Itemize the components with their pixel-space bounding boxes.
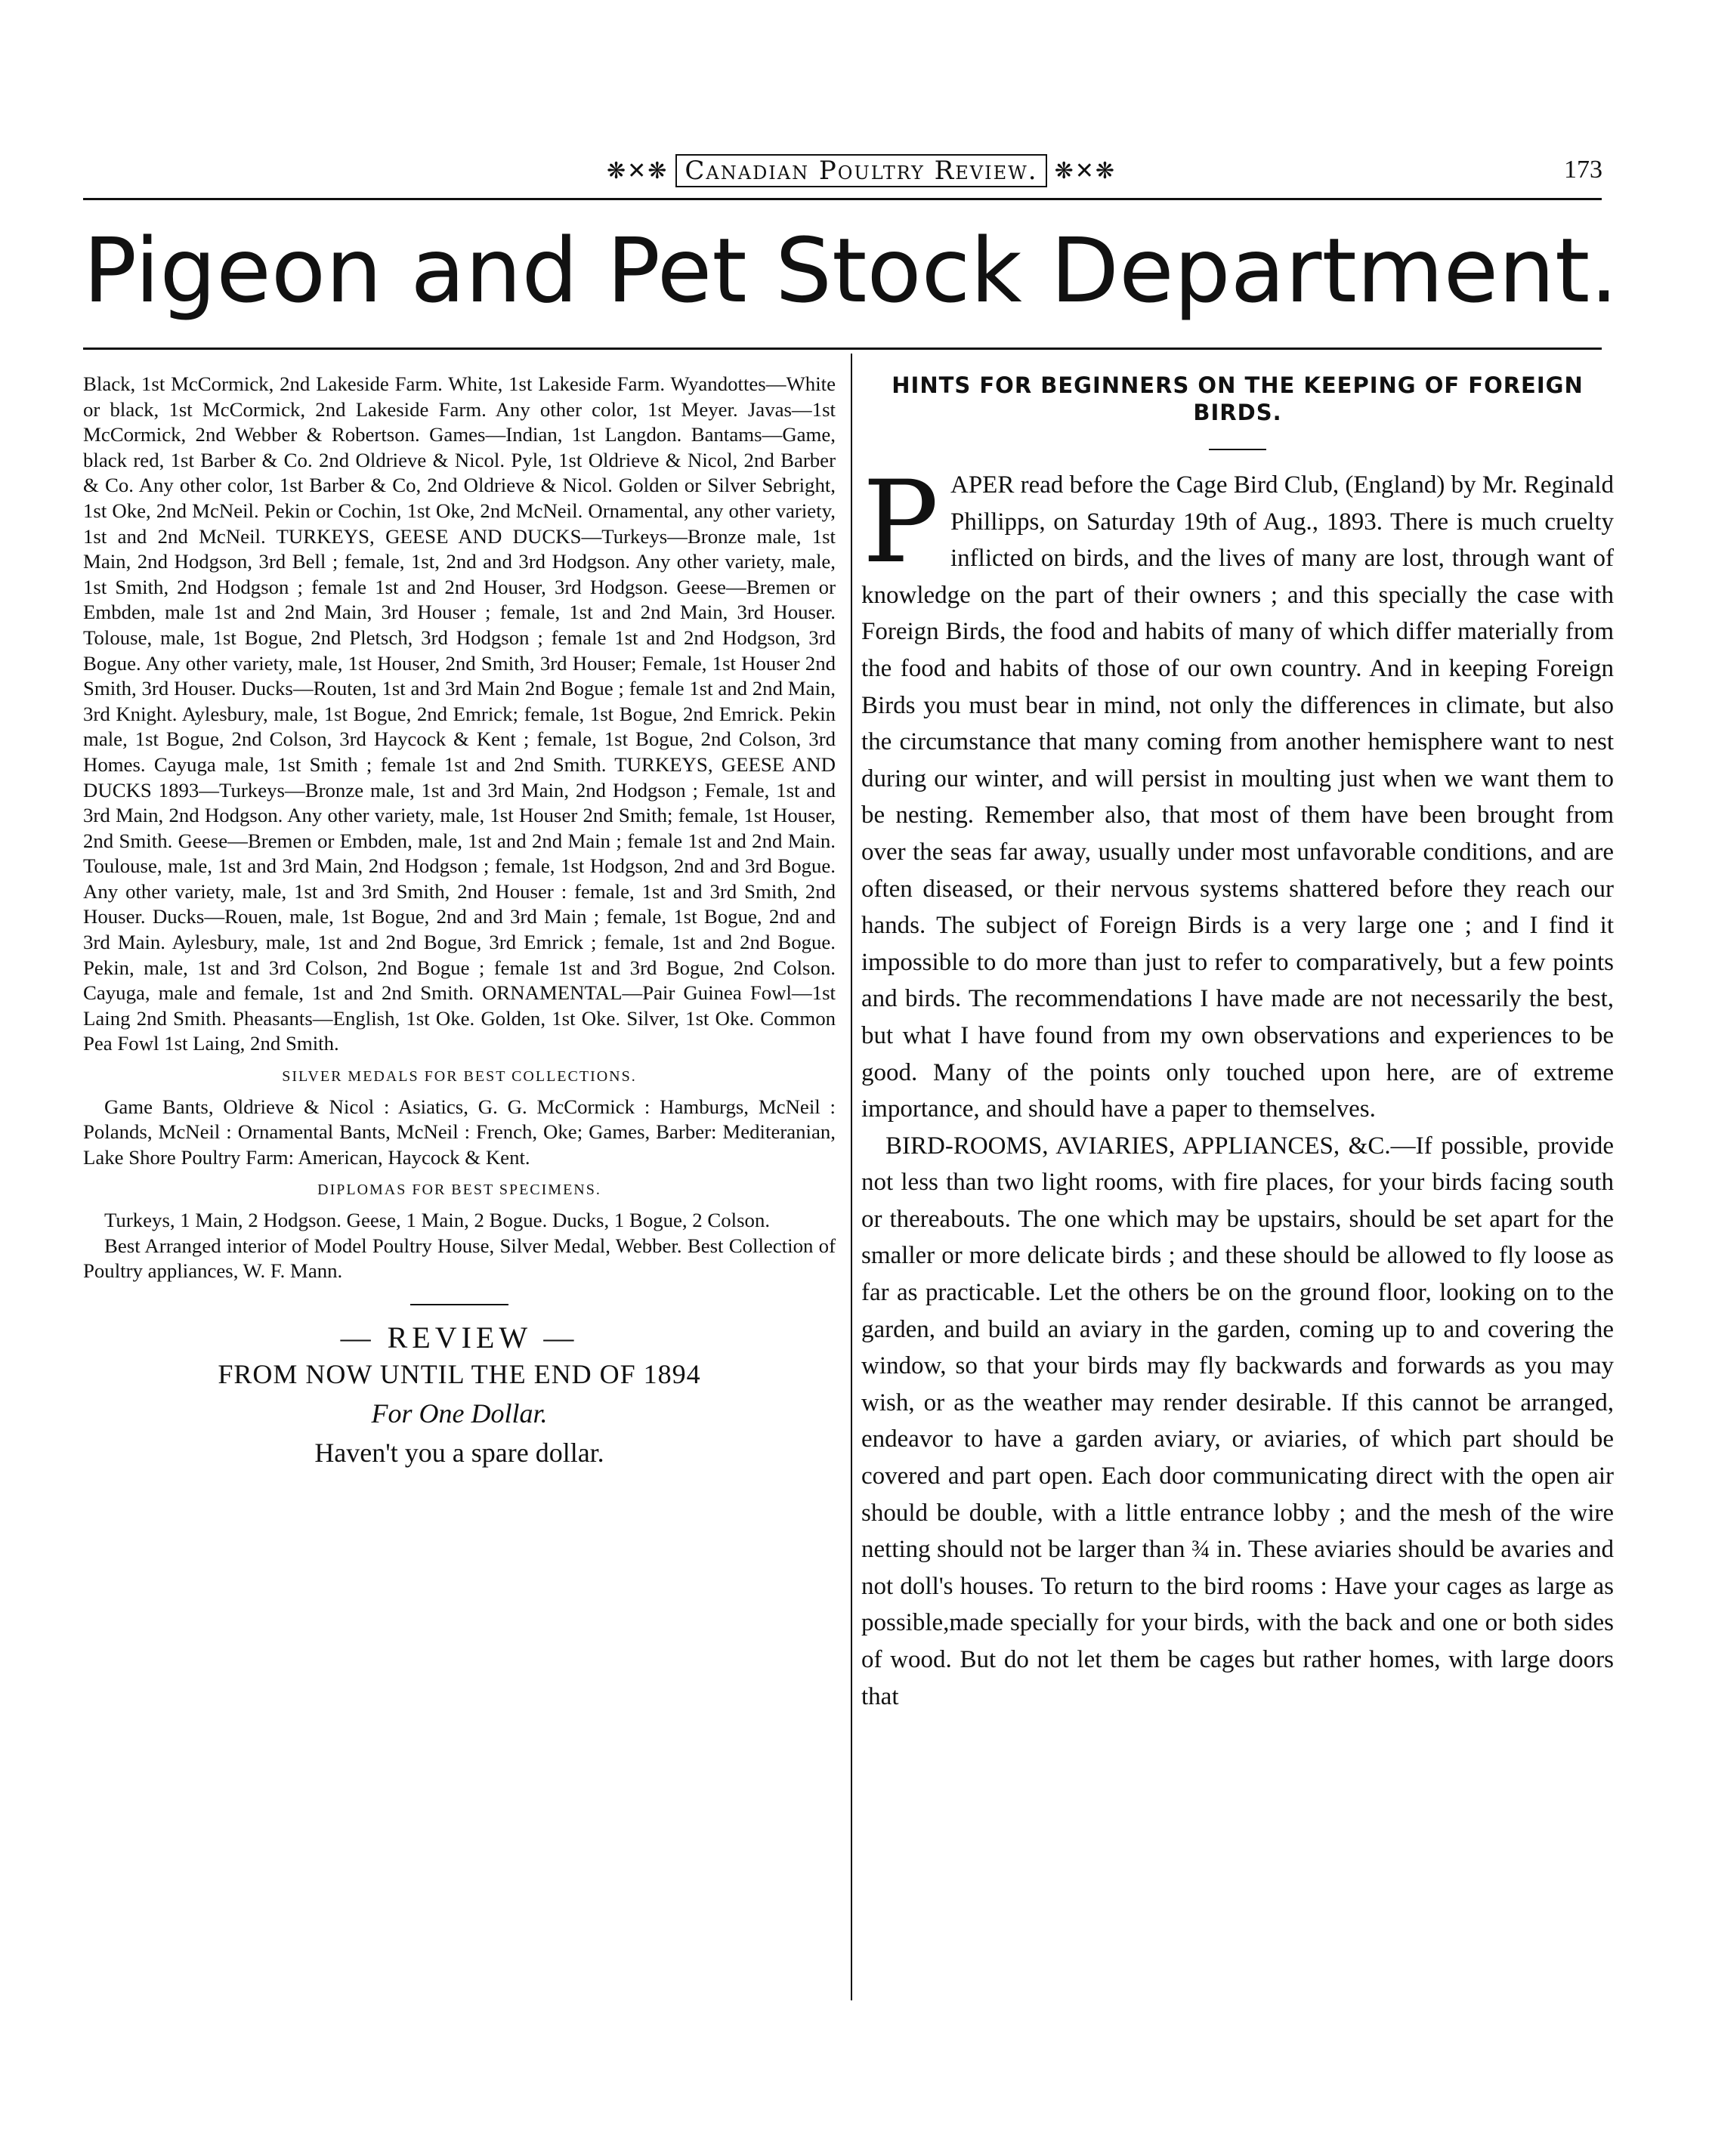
review-advertisement (83, 1320, 836, 1468)
left-column (83, 372, 836, 1466)
intro-paragraph-text: APER read before the Cage Bird Club, (England) by Mr. Reginald Phillipps, on Saturday 19th of Aug., 1893. There is much cruelty inflicted on birds, and the lives of many are lost, through want of knowledge on the part of their owners ; and this specially the case with Foreign Birds, the food and habits of many of which differ materially from the food and habits of those of our own country. And in keeping Foreign Birds you must bear in mind, not only the differences in climate, but also the circumstance that many coming from another hemisphere want to nest during our winter, and will persist in moulting just when we want them to be nesting. Remember also, that most of them have been brought from over the seas far away, usually under most unfavorable conditions, and are often diseased, or their nervous systems shattered before they reach our hands. The subject of Foreign Birds is a very large one ; and I find it impossible to do more than just to refer to comparatively, but a few points and birds. The recommendations I have made are not necessarily the best, but what I have found from my own observations and experiences to be good. Many of the points only touched upon here, are of extreme importance, and should have a paper to themselves. (861, 471, 1614, 1123)
page-title: Pigeon and Pet Stock Department. (83, 218, 1618, 323)
medals-heading: SILVER MEDALS FOR BEST COLLECTIONS. (282, 1068, 637, 1086)
diplomas-heading: DIPLOMAS FOR BEST SPECIMENS. (317, 1181, 601, 1199)
title-rule (83, 347, 1602, 350)
review-offer-line: FROM NOW UNTIL THE END OF 1894 (218, 1359, 701, 1390)
ornament-right-icon: ❋✕❋ (1054, 157, 1117, 184)
review-question-line: Haven't you a spare dollar. (314, 1437, 604, 1468)
column-divider (851, 354, 852, 2000)
section-rule (410, 1304, 508, 1305)
best-arranged-text: Best Arranged interior of Model Poultry House, Silver Medal, Webber. Best Collection of Poultry appliances, W. F. Mann. (83, 1234, 836, 1283)
intro-paragraph (861, 457, 1614, 1128)
show-results-text: Black, 1st McCormick, 2nd Lakeside Farm. White, 1st Lakeside Farm. Wyandottes—White or black, 1st McCormick, 2nd Lakeside Farm. Any other color, 1st Meyer. Javas—1st McCormick, 2nd Webber & Robertson. Games—Indian, 1st Langdon. Bantams—Game, black red, 1st Barber & Co. 2nd Oldrieve & Nicol. Pyle, 1st Oldrieve & Nicol, 2nd Barber & Co. Any other color, 1st Barber & Co, 2nd Oldrieve & Nicol. Golden or Silver Sebright, 1st Oke, 2nd McNeil. Pekin or Cochin, 1st Oke, 2nd McNeil. Ornamental, any other variety, 1st and 2nd McNeil. TURKEYS, GEESE AND DUCKS—Turkeys—Bronze male, 1st Main, 2nd Hodgson, 3rd Bell ; female, 1st, 2nd and 3rd Hodgson. Any other variety, male, 1st Smith, 2nd Hodgson ; female 1st and 2nd Houser, 3rd Hodgson. Geese—Bremen or Embden, male 1st and 2nd Main, 3rd Houser ; female, 1st and 2nd Main, 3rd Houser. Tolouse, male, 1st Bogue, 2nd Pletsch, 3rd Hodgson ; female 1st and 2nd Hodgson, 3rd Bogue. Any other variety, male, 1st Houser, 2nd Smith, 3rd Houser; Female, 1st Houser 2nd Smith, 3rd Houser. Ducks—Routen, 1st and 3rd Main 2nd Bogue ; female 1st and 2nd Main, 3rd Knight. Aylesbury, male, 1st Bogue, 2nd Emrick; female, 1st Bogue, 2nd Emrick. Pekin male, 1st Bogue, 2nd Colson, 3rd Haycock & Kent ; female, 1st Bogue, 2nd Colson, 3rd Homes. Cayuga male, 1st Smith ; female 1st and 2nd Smith. TURKEYS, GEESE AND DUCKS 1893—Turkeys—Bronze male, 1st and 3rd Main, 2nd Hodgson ; Female, 1st and 3rd Main, 2nd Hodgson. Any other variety, male, 1st Houser 2nd Smith; female, 1st Houser, 2nd Smith. Geese—Bremen or Embden, male, 1st and 2nd Main ; female 1st and 2nd Main. Toulouse, male, 1st and 3rd Main, 2nd Hodgson ; female, 1st Hodgson, 2nd and 3rd Bogue. Any other variety, male, 1st and 3rd Smith, 2nd Houser : female, 1st and 3rd Smith, 2nd Houser. Ducks—Rouen, male, 1st Bogue, 2nd and 3rd Main ; female, 1st Bogue, 2nd and 3rd Main. Aylesbury, male, 1st and 2nd Bogue, 3rd Emrick ; female, 1st and 2nd Bogue. Pekin, male, 1st and 3rd Colson, 2nd Bogue ; female 1st and 3rd Bogue, 2nd Colson. Cayuga, male and female, 1st and 2nd Smith. ORNAMENTAL—Pair Guinea Fowl—1st Laing 2nd Smith. Pheasants—English, 1st Oke. Golden, 1st Oke. Silver, 1st Oke. Common Pea Fowl 1st Laing, 2nd Smith. (83, 372, 836, 1055)
ornament-left-icon: ❋✕❋ (606, 157, 669, 184)
article-title-rule (1209, 449, 1266, 450)
diplomas-text: Turkeys, 1 Main, 2 Hodgson. Geese, 1 Main, 2 Bogue. Ducks, 1 Bogue, 2 Colson. (104, 1209, 771, 1231)
bird-rooms-paragraph (861, 1128, 1614, 1716)
masthead (574, 154, 1148, 187)
right-column (861, 372, 1614, 1715)
bird-rooms-heading: BIRD-ROOMS, AVIARIES, APPLIANCES, &C.— (885, 1132, 1416, 1160)
review-heading: — REVIEW — (340, 1320, 579, 1354)
medals-text: Game Bants, Oldrieve & Nicol : Asiatics, G. G. McCormick : Hamburgs, McNeil : Polands, McNeil : Ornamental Bants, McNeil : French, Oke; Games, Barber: Mediteranian, Lake Shore Poultry Farm: American, Haycock & Kent. (83, 1095, 836, 1169)
drop-cap-letter: P (862, 457, 939, 588)
masthead-title: Canadian Poultry Review. (675, 154, 1046, 187)
header-rule (83, 198, 1602, 200)
page-number: 173 (1564, 156, 1602, 184)
review-price-line: For One Dollar. (371, 1398, 548, 1429)
article-title: HINTS FOR BEGINNERS ON THE KEEPING OF FOREIGN BIRDS. (892, 372, 1584, 425)
bird-rooms-text: If possible, provide not less than two light rooms, with fire places, for your birds facing south or thereabouts. The one which may be upstairs, should be set apart for the smaller or more delicate birds ; and these should be allowed to fly loose as far as practicable. Let the others be on the ground floor, looking on to the garden, and build an aviary in the garden, coming up to and covering the window, so that your birds may fly backwards and forwards as you may wish, or as the weather may render desirable. If this cannot be arranged, endeavor to have a garden aviary, or aviaries, of which part should be covered and part open. Each door communicating direct with the open air should be double, with a little entrance lobby ; and the mesh of the wire netting should not be larger than ¾ in. These aviaries should be avaries and not doll's houses. To return to the bird rooms : Have your cages as large as possible,made specially for your birds, with the back and one or both sides of wood. But do not let them be cages but rather homes, with large doors that (861, 1132, 1615, 1710)
